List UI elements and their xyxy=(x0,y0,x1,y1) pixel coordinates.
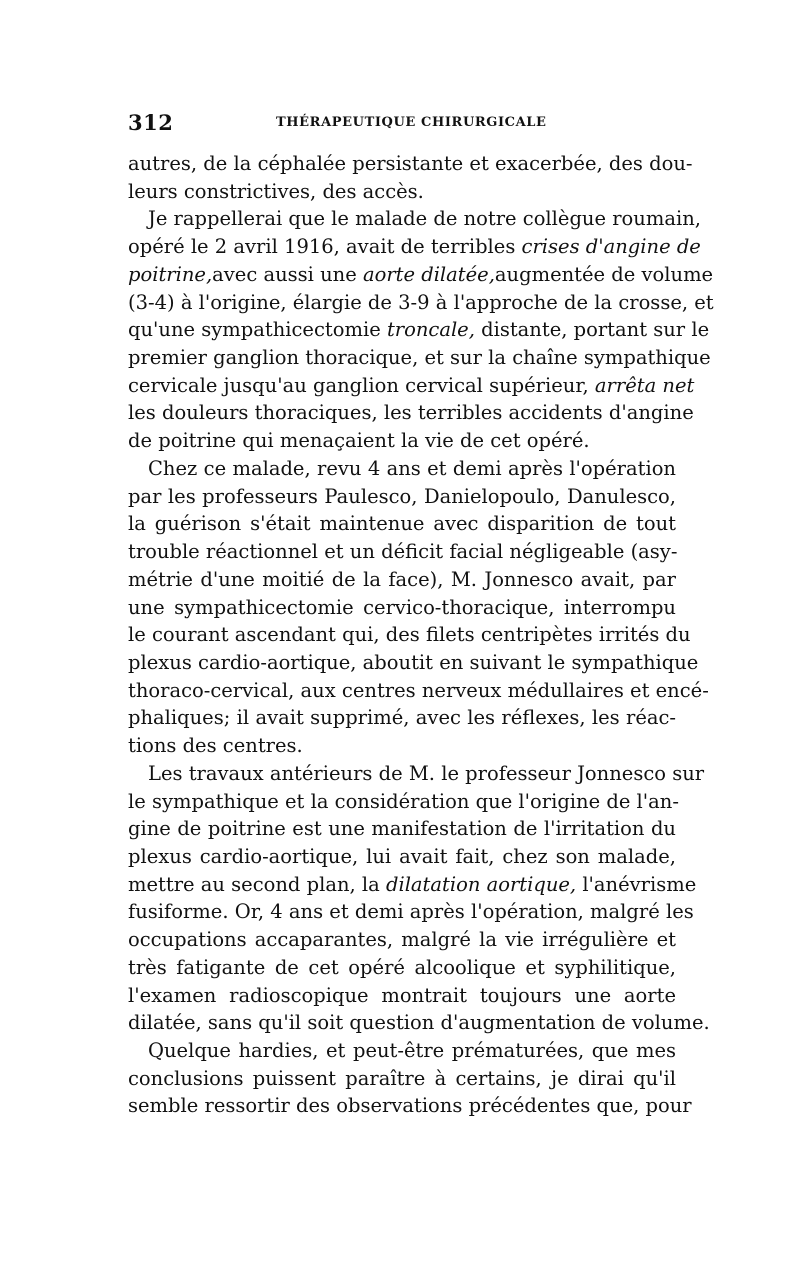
text-segment: l'examen radioscopique montrait toujours une aorte xyxy=(128,983,676,1007)
text-segment: phaliques; il avait supprimé, avec les réflexes, les réac- xyxy=(128,706,676,730)
text-segment: le courant ascendant qui, des filets centripètes irrités du xyxy=(128,623,691,647)
text-line xyxy=(128,566,676,594)
text-line xyxy=(128,621,691,649)
text-segment: de poitrine qui menaçaient la vie de cet opéré. xyxy=(128,429,590,453)
text-segment: gine de poitrine est une manifestation de l'irritation du xyxy=(128,817,676,841)
text-line xyxy=(128,1037,676,1065)
text-line xyxy=(128,150,693,178)
text-line xyxy=(128,1009,710,1037)
text-segment: Quelque hardies, et peut-être prématurées, que mes xyxy=(148,1039,676,1062)
text-segment: conclusions puissent paraître à certains, je dirai qu'il xyxy=(128,1066,676,1090)
text-line xyxy=(128,732,676,760)
text-line xyxy=(128,178,676,206)
text-segment: qu'une sympathicectomie xyxy=(128,318,387,342)
body-text xyxy=(128,150,714,1120)
text-line xyxy=(128,704,676,732)
text-line xyxy=(128,205,701,233)
text-line xyxy=(128,954,676,982)
text-segment: par les professeurs Paulesco, Danielopoulo, Danulesco, xyxy=(128,484,676,508)
text-line xyxy=(128,982,676,1010)
page-header xyxy=(128,110,676,134)
text-line xyxy=(128,871,697,899)
text-line xyxy=(128,898,694,926)
text-segment: avec aussi une xyxy=(212,262,363,286)
text-line xyxy=(128,316,710,344)
text-segment: fusiforme. Or, 4 ans et demi après l'opération, malgré les xyxy=(128,900,694,924)
text-line xyxy=(128,843,676,871)
text-line xyxy=(128,788,679,816)
text-segment: la guérison s'était maintenue avec disparition de tout xyxy=(128,512,676,536)
text-line xyxy=(128,372,695,400)
text-line xyxy=(128,289,714,317)
text-segment: occupations accaparantes, malgré la vie irrégulière et xyxy=(128,928,676,952)
text-line xyxy=(128,594,676,622)
text-segment: Chez ce malade, revu 4 ans et demi après l'opération xyxy=(148,456,676,480)
text-segment: les douleurs thoraciques, les terribles accidents d'angine xyxy=(128,401,694,425)
text-segment: leurs constrictives, des accès. xyxy=(128,179,424,203)
text-segment: trouble réactionnel et un déficit facial négligeable (asy- xyxy=(128,540,678,564)
text-segment: métrie d'une moitié de la face), M. Jonnesco avait, par xyxy=(128,567,676,591)
text-segment: le sympathique et la considération que l'origine de l'an- xyxy=(128,789,679,813)
text-segment: Les travaux antérieurs de M. le professeur Jonnesco sur xyxy=(148,761,705,785)
text-segment: très fatigante de cet opéré alcoolique et syphilitique, xyxy=(128,955,676,979)
text-segment: mettre au second plan, la xyxy=(128,872,386,896)
text-segment: plexus cardio-aortique, lui avait fait, chez son malade, xyxy=(128,844,676,868)
text-segment: plexus cardio-aortique, aboutit en suivant le sympathique xyxy=(128,650,699,674)
italic-text: dilatation aortique, xyxy=(385,872,577,896)
italic-text: crises d'angine de xyxy=(521,235,701,259)
italic-text: poitrine, xyxy=(128,262,213,286)
text-line xyxy=(128,399,694,427)
running-head: THÉRAPEUTIQUE CHIRURGICALE xyxy=(276,115,547,130)
text-line xyxy=(128,926,676,954)
text-line xyxy=(128,1065,676,1093)
text-segment: augmentée de volume xyxy=(494,262,714,286)
italic-text: aorte dilatée, xyxy=(362,262,495,286)
text-line xyxy=(128,427,676,455)
text-line xyxy=(128,815,676,843)
text-segment: opéré le 2 avril 1916, avait de terribles xyxy=(128,235,522,259)
text-line xyxy=(128,538,676,566)
page-number: 312 xyxy=(128,110,174,135)
text-line xyxy=(128,677,709,705)
text-segment: semble ressortir des observations précédentes que, pour xyxy=(128,1094,692,1118)
text-segment: tions des centres. xyxy=(128,734,303,758)
text-line xyxy=(128,344,711,372)
text-segment: distante, portant sur le xyxy=(474,318,710,342)
text-segment: premier ganglion thoracique, et sur la chaîne sympathique xyxy=(128,346,711,370)
text-segment: (3-4) à l'origine, élargie de 3-9 à l'approche de la crosse, et xyxy=(128,290,714,314)
text-segment: dilatée, sans qu'il soit question d'augmentation de volume. xyxy=(128,1011,710,1035)
text-segment: Je rappellerai que le malade de notre collègue roumain, xyxy=(148,207,701,231)
text-segment: autres, de la céphalée persistante et exacerbée, des dou- xyxy=(128,152,693,175)
text-line xyxy=(128,649,699,677)
text-line xyxy=(128,233,701,261)
text-segment: thoraco-cervical, aux centres nerveux médullaires et encé- xyxy=(128,678,709,702)
italic-text: arrêta net xyxy=(594,373,695,397)
text-segment: cervicale jusqu'au ganglion cervical supérieur, xyxy=(128,373,595,397)
text-segment: une sympathicectomie cervico-thoracique, interrompu xyxy=(128,595,676,619)
text-line xyxy=(128,510,676,538)
text-line xyxy=(128,483,676,511)
text-segment: l'anévrisme xyxy=(576,872,697,896)
italic-text: troncale, xyxy=(386,318,475,342)
text-line xyxy=(128,1092,692,1120)
text-line xyxy=(128,455,676,483)
text-line xyxy=(128,760,705,788)
text-line xyxy=(128,261,714,289)
